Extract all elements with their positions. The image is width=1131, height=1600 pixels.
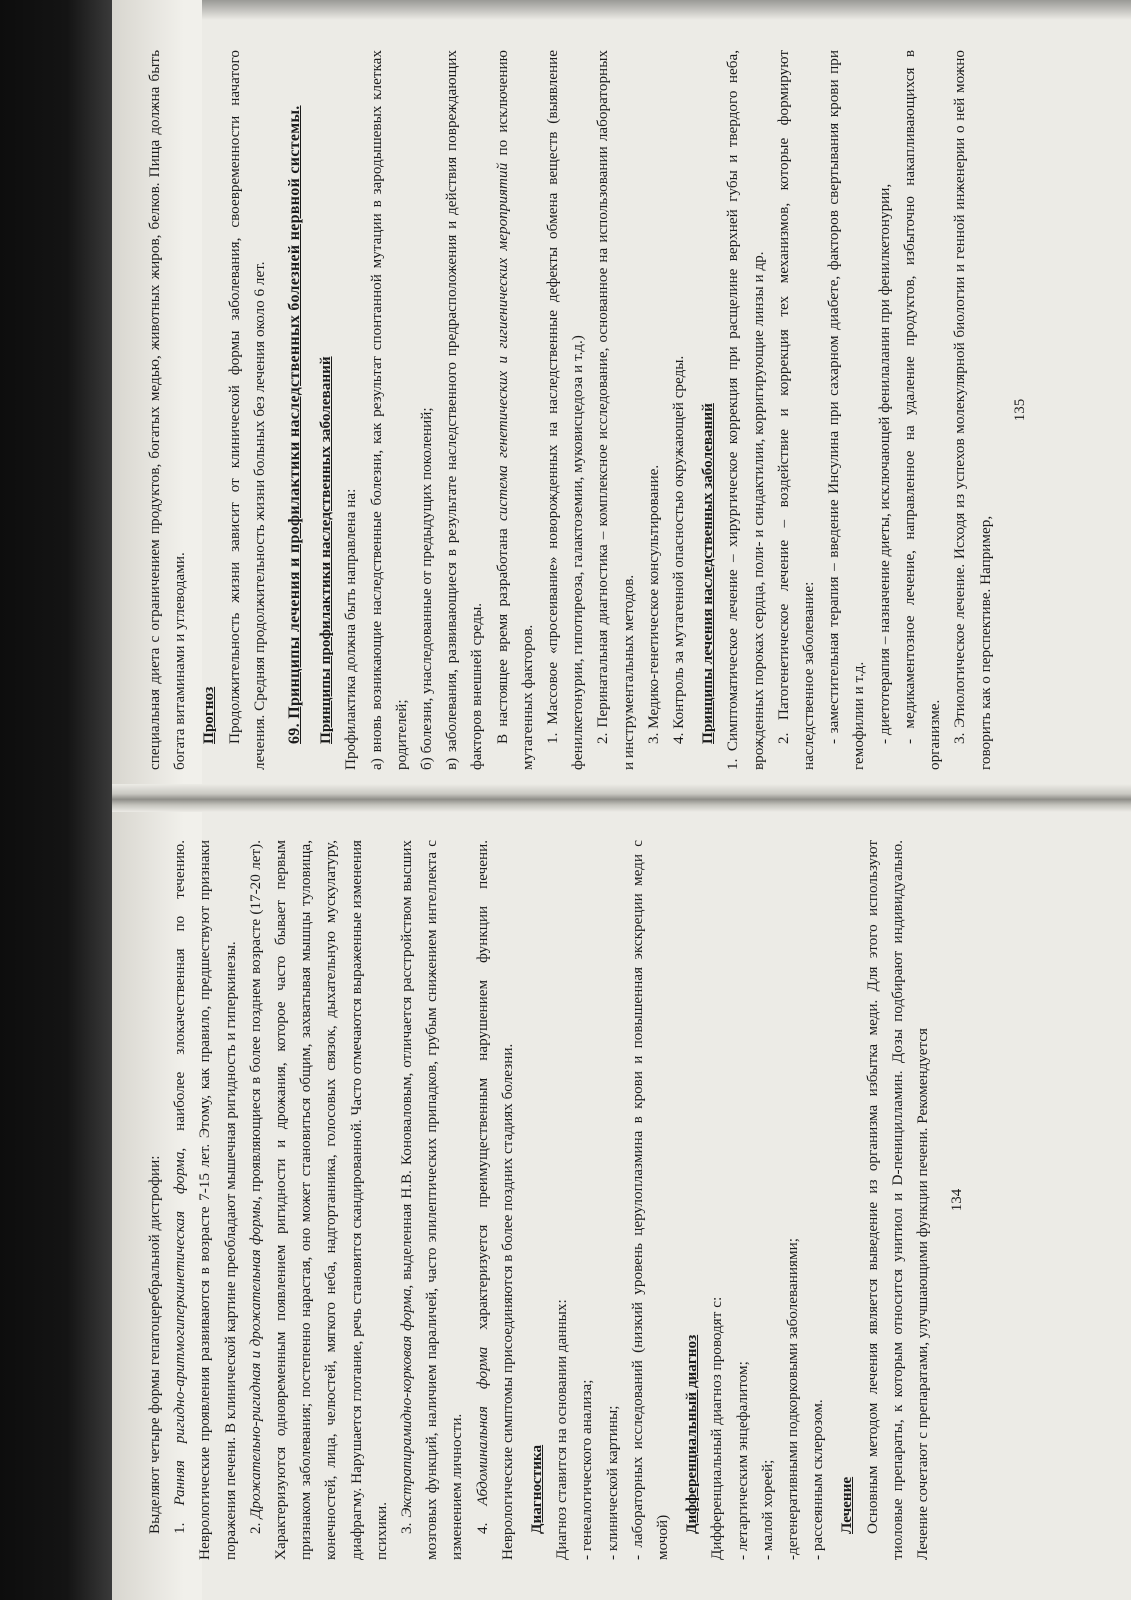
- section-title: 69. Принципы лечения и профилактики наследственных болезней нервной системы.: [286, 105, 304, 744]
- heading-prognosis: Прогноз: [200, 686, 218, 744]
- paragraph: [394, 840, 470, 1560]
- text: , проявляющиеся в более позднем возрасте (17-20 лет). Характеризуются одновременным появлением ригидности и дрожания, которое часто бывает первым признаком заболевания; постепенно нарастая, оно может становиться общим, захватывая мышцы туловища, конечностей, лица, челюстей, мягкого неба, надгортанника, голосовых связок, дыхательную мускулатуру, диафрагму. Нарушается глотание, речь становится скандированной. Часто отмечаются выраженные изменения психики.: [246, 839, 390, 1560]
- list-item: в) заболевания, развивающиеся в результате наследственного предрасположения и действия повреждающих факторов внешней среды.: [443, 50, 486, 770]
- list-item: - диетотерапия – назначение диеты, исключающей фенилаланин при фенилкетонурии,: [875, 183, 893, 744]
- paragraph: Основным методом лечения является выведение из организма избытка меди. Для этого используют тиоловые препараты, к которым относится унитиол и D-пеницилламин. Дозы подбирают индивидуально. Лечение сочетают с препаратами, улучшающими функции печени. Рекомендуется: [863, 840, 932, 1560]
- paragraph: [490, 50, 540, 770]
- paragraph: Дифференциальный диагноз проводят с:: [708, 1296, 726, 1560]
- paragraph: Диагноз ставится на основании данных:: [553, 1299, 571, 1560]
- list-item: - медикаментозное лечение, направленное на удаление продуктов, избыточно накапливающихся в организме.: [900, 50, 944, 770]
- list-item: - летаргическим энцефалитом;: [733, 1361, 751, 1560]
- heading-prevention: Принципы профилактики наследственных заболеваний: [317, 356, 335, 744]
- list-item: б) болезни, унаследованные от предыдущих поколений;: [418, 407, 436, 770]
- page-134: [142, 820, 1042, 1560]
- heading-diagnostics: Диагностика: [528, 1444, 546, 1534]
- paragraph: Продолжительность жизни зависит от клинической формы заболевания, своевременности начатого лечения. Средняя продолжительность жизни больных без лечения около 6 лет.: [225, 50, 268, 770]
- book-spread: [112, 0, 1131, 1600]
- list-item: -дегенеративными подкорковыми заболеваниями;: [784, 1238, 802, 1560]
- text: по исключению мутагенных факторов.: [493, 49, 536, 770]
- list-item: а) вновь возникающие наследственные болезни, как результат спонтанной мутации в зародышевых клетках родителей;: [367, 50, 410, 770]
- text: 3.: [398, 1522, 416, 1534]
- emphasis: Экстрапирамидно-корковая форма: [398, 1288, 416, 1518]
- list-item: - заместительная терапия – введение Инсулина при сахарном диабете, факторов свертывания крови при гемофилии и т.д.: [825, 50, 868, 770]
- emphasis: система генетических и гигиенических мероприятий: [493, 162, 511, 521]
- binding-shadow: [0, 0, 112, 1600]
- emphasis: Абдоминальная форма: [473, 1346, 491, 1506]
- text: 1.: [171, 1522, 189, 1534]
- page-number: 135: [1011, 398, 1028, 422]
- page-135: [142, 30, 1042, 770]
- list-item: - рассеянным склерозом.: [809, 1399, 827, 1560]
- paragraph: [167, 840, 243, 1560]
- emphasis: Дрожательно-ригидная и дрожательная формы: [246, 1200, 264, 1519]
- paragraph: Профилактика должна быть направлена на:: [342, 488, 360, 770]
- list-item: 1. Симптоматическое лечение – хирургическое коррекция при расщелине верхней губы и твердого неба, врожденных пороках сердца, поли- и синдактилии, корригирующие линзы и др.: [724, 50, 767, 770]
- paragraph: [470, 840, 520, 1560]
- book-gutter: [112, 784, 1131, 812]
- list-item: - генеалогического анализа;: [578, 1379, 596, 1560]
- scan-edge: [112, 0, 1131, 20]
- text: , выделенная Н.В. Коноваловым, отличается расстройством высших мозговых функций, наличием параличей, часто эпилептических припадков, грубым снижением интеллекта с изменением личности.: [398, 839, 466, 1560]
- list-item: - малой хореей;: [758, 1459, 776, 1560]
- list-item: - лабораторных исследований (низкий уровень церулоплазмина в крови и повышенная экскреции меди с мочой): [628, 840, 672, 1560]
- text: характеризуется преимущественным нарушением функции печени. Неврологические симптомы присоединяются в более поздних стадиях болезни.: [473, 839, 516, 1560]
- list-item: 3. Этиологическое лечение. Исходя из успехов молекулярной биологии и генной инженерии о ней можно говорить как о перспективе. Например,: [951, 50, 994, 770]
- page-number: 134: [949, 1188, 966, 1212]
- list-item: 2. Патогенетическое лечение – воздействие и коррекция тех механизмов, которые формируют наследственное заболевание:: [774, 50, 818, 770]
- paragraph: специальная диета с ограничением продуктов, богатых медью, животных жиров, белков. Пища должна быть богата витаминами и углеводами.: [146, 50, 189, 770]
- list-item: 2. Перинатальная диагностика – комплексное исследование, основанное на использовании лабораторных и инструментальных методов.: [594, 50, 637, 770]
- list-item: - клинической картины;: [603, 1405, 621, 1560]
- emphasis: Ранняя ригидно-аритмогиперкинетическая форма: [171, 1151, 189, 1506]
- heading-treatment: Лечение: [838, 1476, 856, 1534]
- text: 4.: [473, 1522, 491, 1534]
- list-item: 3. Медико-генетическое консультирование.: [644, 464, 662, 744]
- text: , наиболее злокачественная по течению. Неврологические проявления развиваются в возрасте 7-15 лет. Этому, как правило, предшествуют признаки поражения печени. В клинической картине преобладают мышечная ригидность и гиперкинезы.: [171, 840, 239, 1560]
- heading-treatment-principles: Принципы лечения наследственных заболеваний: [699, 403, 717, 744]
- text: 2.: [246, 1522, 264, 1534]
- list-item: 1. Массовое «просеивание» новорожденных на наследственные дефекты обмена веществ (выявление фенилкетонурии, гипотиреоза, галактоземии, муковисцедоза и т.д.): [544, 50, 587, 770]
- text: В настоящее время разработана: [493, 520, 511, 744]
- paragraph: Выделяют четыре формы гепатоцеребральной дистрофии:: [146, 1155, 163, 1534]
- heading-differential-diagnosis: Дифференциальный диагноз: [683, 1334, 701, 1534]
- paragraph: [243, 840, 394, 1560]
- list-item: 4. Контроль за мутагенной опасностью окружающей среды.: [670, 355, 688, 744]
